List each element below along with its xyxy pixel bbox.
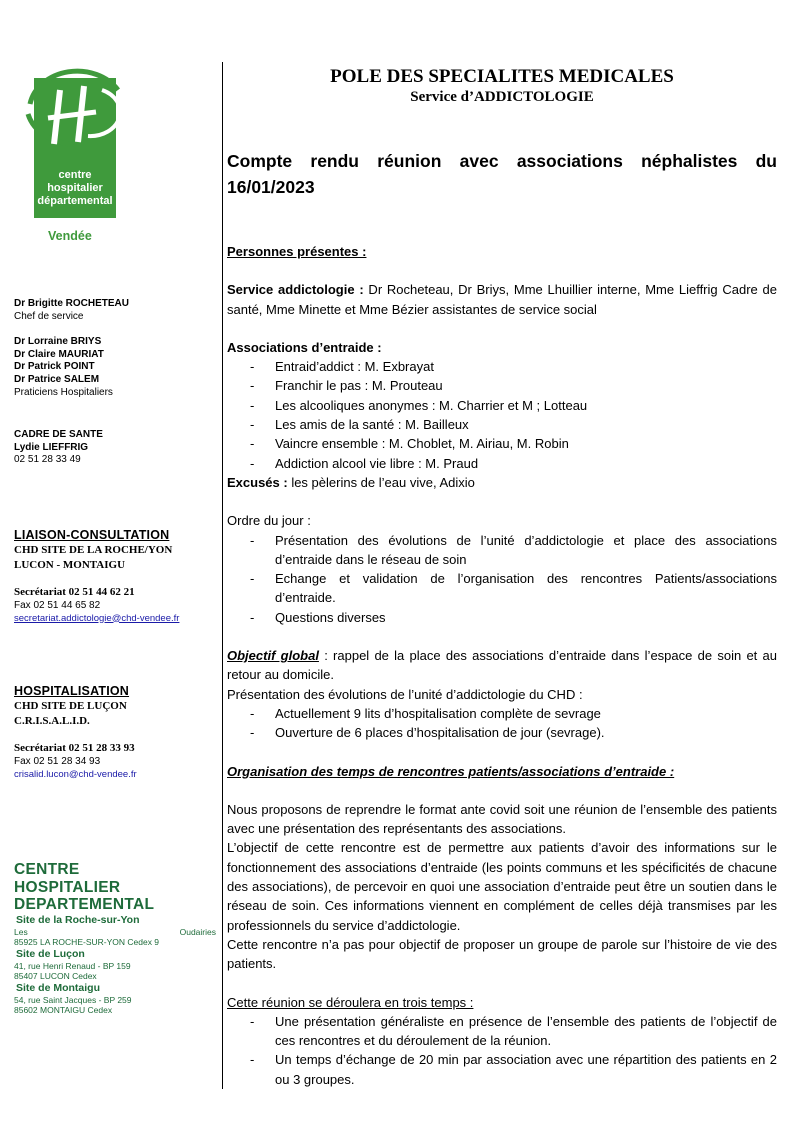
list-item: - Les amis de la santé : M. Bailleux (227, 415, 777, 434)
liaison-secretariat: Secrétariat 02 51 44 62 21 (14, 585, 135, 598)
chef-role: Chef de service (14, 310, 84, 322)
service-label: Service addictologie : (227, 282, 364, 298)
praticien-name: Dr Patrick POINT (14, 361, 95, 373)
cadre-title: CADRE DE SANTE (14, 429, 103, 441)
agenda-heading: Ordre du jour : (227, 513, 311, 529)
excuses-text: les pèlerins de l’eau vive, Adixio (287, 474, 475, 490)
chd-title-line: HOSPITALIER (14, 878, 121, 896)
liaison-heading: LIAISON-CONSULTATION (14, 527, 170, 542)
chef-name: Dr Brigitte ROCHETEAU (14, 298, 130, 309)
list-item: - Présentation des évolutions de l’unité d’addictologie et place des associations d’entraide dans le réseau de soin (227, 531, 777, 570)
site-address-line: 41, rue Henri Renaud - BP 159 (14, 960, 131, 971)
objective-text: : rappel de la place des associations d’entraide dans l’espace de soin et au retour au domicile. (227, 648, 777, 683)
objective-paragraph (227, 646, 777, 685)
excuses-label: Excusés : (227, 474, 288, 490)
site-address-line: 85602 MONTAIGU Cedex (14, 1005, 113, 1016)
liaison-site2: LUCON - MONTAIGU (14, 558, 126, 571)
org-heading: Organisation des temps de rencontres patients/associations d’entraide : (227, 763, 675, 779)
list-item: - Vaincre ensemble : M. Choblet, M. Airiau, M. Robin (227, 434, 777, 453)
chd-block (14, 861, 219, 1016)
list-item: - Addiction alcool vie libre : M. Praud (227, 454, 777, 473)
list-item: - Les alcooliques anonymes : M. Charrier et M ; Lotteau (227, 396, 777, 415)
service-paragraph (227, 280, 777, 319)
column-divider (222, 62, 223, 1089)
site-address-line: Les (14, 926, 28, 937)
evolutions-list (227, 704, 777, 743)
assoc-heading: Associations d’entraide : (227, 339, 382, 355)
hospitalisation-fax: Fax 02 51 28 34 93 (14, 756, 101, 768)
report-title: Compte rendu réunion avec associations néphalistes du 16/01/2023 (227, 151, 777, 197)
praticiens-block (14, 336, 219, 399)
cadre-name: Lydie LIEFFRIG (14, 441, 89, 453)
logo-region: Vendée (48, 229, 92, 243)
site-name: Site de la Roche-sur-Yon (16, 913, 140, 926)
main-content (227, 62, 777, 1089)
praticien-name: Dr Lorraine BRIYS (14, 336, 102, 348)
hospital-logo (18, 60, 128, 245)
list-item: - Actuellement 9 lits d’hospitalisation complète de sevrage (227, 704, 777, 723)
pole-title: POLE DES SPECIALITES MEDICALES (330, 66, 674, 87)
org-paragraph: Nous proposons de reprendre le format ante covid soit une réunion de l’ensemble des patients avec une présentation des représentants des associations. (227, 801, 777, 837)
hospitalisation-heading: HOSPITALISATION (14, 684, 130, 699)
site-address-line: Oudairies (179, 926, 216, 937)
list-item: - Une présentation généraliste en présence de l’ensemble des patients de l’objectif de ces rencontres et du déroulement de la réunion. (227, 1012, 777, 1051)
praticien-name: Dr Claire MAURIAT (14, 348, 104, 360)
site-address-line: 85407 LUCON Cedex (14, 971, 97, 982)
cadre-block (14, 429, 219, 467)
liaison-block (14, 527, 219, 625)
excuses-paragraph (227, 473, 777, 492)
praticiens-role: Praticiens Hospitaliers (14, 386, 113, 398)
sidebar (14, 60, 219, 1016)
liaison-site1: CHD SITE DE LA ROCHE/YON (14, 543, 173, 556)
hospitalisation-site: CHD SITE DE LUÇON (14, 700, 127, 713)
site-address (14, 927, 216, 938)
list-item: - Echange et validation de l’organisation des rencontres Patients/associations d’entraide. (227, 569, 777, 608)
service-text: Dr Rocheteau, Dr Briys, Mme Lhuillier interne, Mme Lieffrig Cadre de santé, Mme Minette et Mme Bézier assistantes de service social (227, 282, 778, 317)
three-times-list (227, 1012, 777, 1089)
chef-block (14, 298, 219, 323)
hospitalisation-email-link[interactable]: crisalid.lucon@chd-vendee.fr (14, 768, 137, 780)
agenda-list (227, 531, 777, 627)
logo-text-1: centre (58, 169, 92, 181)
chd-title-line: DEPARTEMENTAL (14, 896, 155, 914)
associations-list (227, 357, 777, 473)
list-item: - Franchir le pas : M. Prouteau (227, 376, 777, 395)
hospitalisation-unit: C.R.I.S.A.L.I.D. (14, 715, 90, 728)
hospitalisation-secretariat: Secrétariat 02 51 28 33 93 (14, 742, 135, 755)
site-name: Site de Luçon (16, 947, 85, 960)
logo-text-3: départemental (37, 195, 113, 207)
list-item: - Entraid’addict : M. Exbrayat (227, 357, 777, 376)
list-item: - Ouverture de 6 places d’hospitalisation de jour (sevrage). (227, 723, 777, 742)
site-name: Site de Montaigu (16, 981, 100, 994)
praticien-name: Dr Patrice SALEM (14, 373, 100, 385)
org-paragraph: Cette rencontre n’a pas pour objectif de proposer un groupe de parole sur l’histoire de vie des patients. (227, 936, 777, 972)
liaison-fax: Fax 02 51 44 65 82 (14, 599, 101, 611)
list-item: - Un temps d’échange de 20 min par association avec une répartition des patients en 2 ou 3 groupes. (227, 1050, 777, 1089)
org-paragraph: L’objectif de cette rencontre est de permettre aux patients d’avoir des informations sur le fonctionnement des associations d’entraide (les points communs et les spécificités de chacune des associations), de percevoir en quoi une association d’entraide peut être un soutien dans le réseau de soin. Ces informations viennent en complément de celles déjà transmises par les professionnels du service d’addictologie. (227, 840, 777, 933)
logo-text-2: hospitalier (47, 182, 103, 194)
site-address-line: 85925 LA ROCHE-SUR-YON Cedex 9 (14, 937, 160, 948)
site-address-line: 54, rue Saint Jacques - BP 259 (14, 994, 132, 1005)
liaison-email-link[interactable]: secretariat.addictologie@chd-vendee.fr (14, 612, 180, 624)
objective-label: Objectif global (227, 648, 319, 664)
evolution-intro: Présentation des évolutions de l’unité d’addictologie du CHD : (227, 686, 583, 702)
hospitalisation-block (14, 683, 219, 781)
chd-title-line: CENTRE (14, 861, 80, 879)
list-item: - Questions diverses (227, 608, 777, 627)
logo-graphic (18, 60, 128, 230)
three-times-heading: Cette réunion se déroulera en trois temps : (227, 994, 474, 1010)
cadre-phone: 02 51 28 33 49 (14, 454, 81, 466)
persons-heading: Personnes présentes : (227, 244, 367, 259)
service-title: Service d’ADDICTOLOGIE (410, 89, 594, 105)
